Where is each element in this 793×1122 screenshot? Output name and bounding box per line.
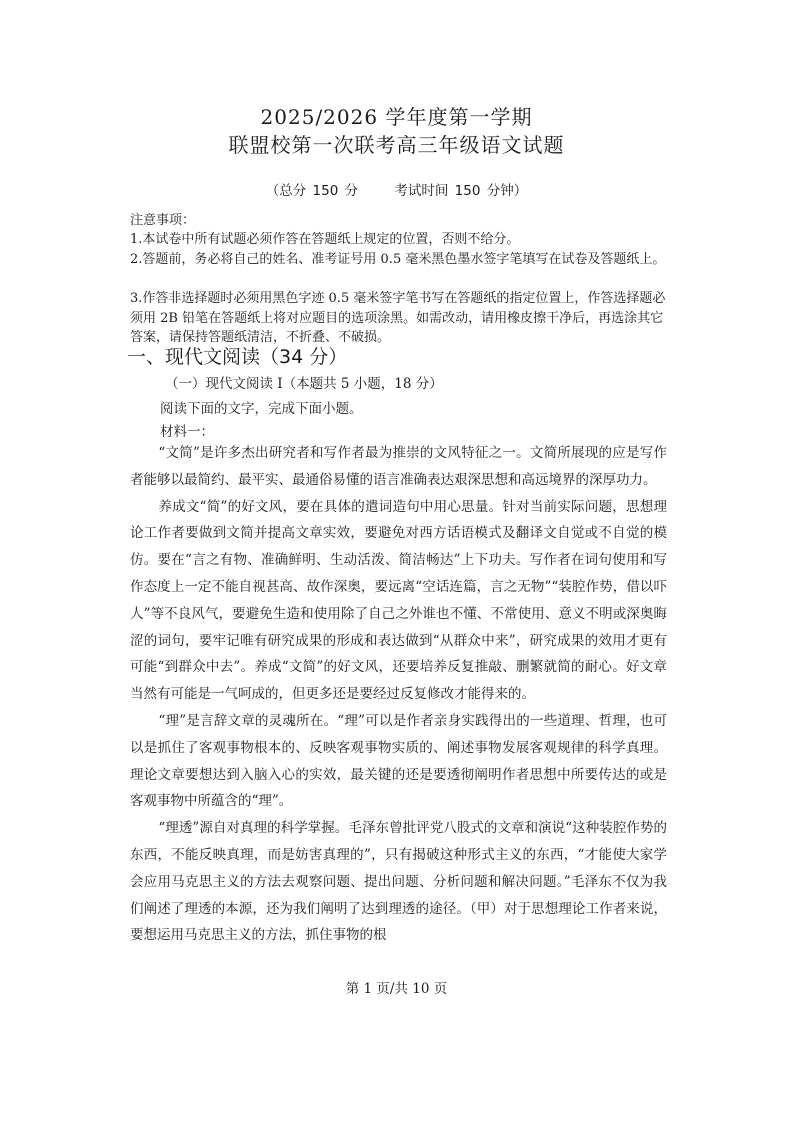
notice-item-1: 1.本试卷中所有试题必须作答在答题纸上规定的位置，否则不给分。 <box>130 232 520 247</box>
notice-heading: 注意事项： <box>130 213 196 228</box>
notice-item-3: 3.作答非选择题时必须用黑色字迹 0.5 毫米签字笔书写在答题纸的指定位置上，作答选择题必须用 2B 铅笔在答题纸上将对应题目的选项涂黑。如需改动，请用橡皮擦干净后，再选涂其它答案，请保持答题纸清洁，不折叠、不破损。 <box>130 291 666 345</box>
reading-instruction: 阅读下面的文字，完成下面小题。 <box>160 401 363 417</box>
paragraph: “文简”是许多杰出研究者和写作者最为推崇的文风特征之一。文简所展现的应是写作者能够以最简约、最平实、最通俗易懂的语言准确表达艰深思想和高远境界的深厚功力。 <box>130 445 667 488</box>
total-score: （总分 150 分 <box>265 183 359 199</box>
paragraph: “理”是言辞文章的灵魂所在。“理”可以是作者亲身实践得出的一些道理、哲理，也可以是抓住了客观事物根本的、反映客观事物实质的、阐述事物发展客观规律的科学真理。理论文章要想达到入脑入心的实效，最关键的还是要透彻阐明作者思想中所要传达的或是客观事物中所蕴含的“理”。 <box>130 712 667 810</box>
notice-item-2: 2.答题前，务必将自己的姓名、准考证号用 0.5 毫米黑色墨水签字笔填写在试卷及答题纸上。 <box>130 252 666 267</box>
exam-meta <box>0 179 793 199</box>
paragraph: 养成文“简”的好文风，要在具体的遣词造句中用心思量。针对当前实际问题，思想理论工作者要做到文简并提高文章实效，要避免对西方话语模式及翻译文自觉或不自觉的模仿。要在“言之有物、准确鲜明、生动活泼、简洁畅达”上下功夫。写作者在词句使用和写作态度上一定不能自视甚高、故作深奥，要远离“空话连篇，言之无物”“装腔作势，借以吓人”等不良风气，要避免生造和使用除了自己之外谁也不懂、不常使用、意义不明或深奥晦涩的词句，要牢记唯有研究成果的形成和表达做到“从群众中来”，研究成果的效用才更有可能“到群众中去”。养成“文简”的好文风，还要培养反复推敲、删繁就简的耐心。好文章当然有可能是一气呵成的，但更多还是要经过反复修改才能得来的。 <box>130 498 667 703</box>
section-title: 一、现代文阅读（34 分） <box>127 346 348 368</box>
exam-title-line1: 2025/2026 学年度第一学期 <box>260 105 533 129</box>
subsection-title: （一）现代文阅读 I（本题共 5 小题，18 分） <box>165 376 443 392</box>
page-number: 第 1 页/共 10 页 <box>345 981 448 997</box>
reading-passage <box>130 440 667 949</box>
exam-title-line2: 联盟校第一次联考高三年级语文试题 <box>228 133 565 157</box>
paragraph: “理透”源自对真理的科学掌握。毛泽东曾批评党八股式的文章和演说“这种装腔作势的东西，不能反映真理，而是妨害真理的”，只有揭破这种形式主义的东西，“才能使大家学会应用马克思主义的方法去观察问题、提出问题、分析问题和解决问题。”毛泽东不仅为我们阐述了理透的本源，还为我们阐明了达到理透的途径。（甲）对于思想理论工作者来说，要想运用马克思主义的方法，抓住事物的根 <box>130 820 667 944</box>
material-label: 材料一： <box>160 424 214 440</box>
exam-time: 考试时间 150 分钟） <box>394 183 528 199</box>
